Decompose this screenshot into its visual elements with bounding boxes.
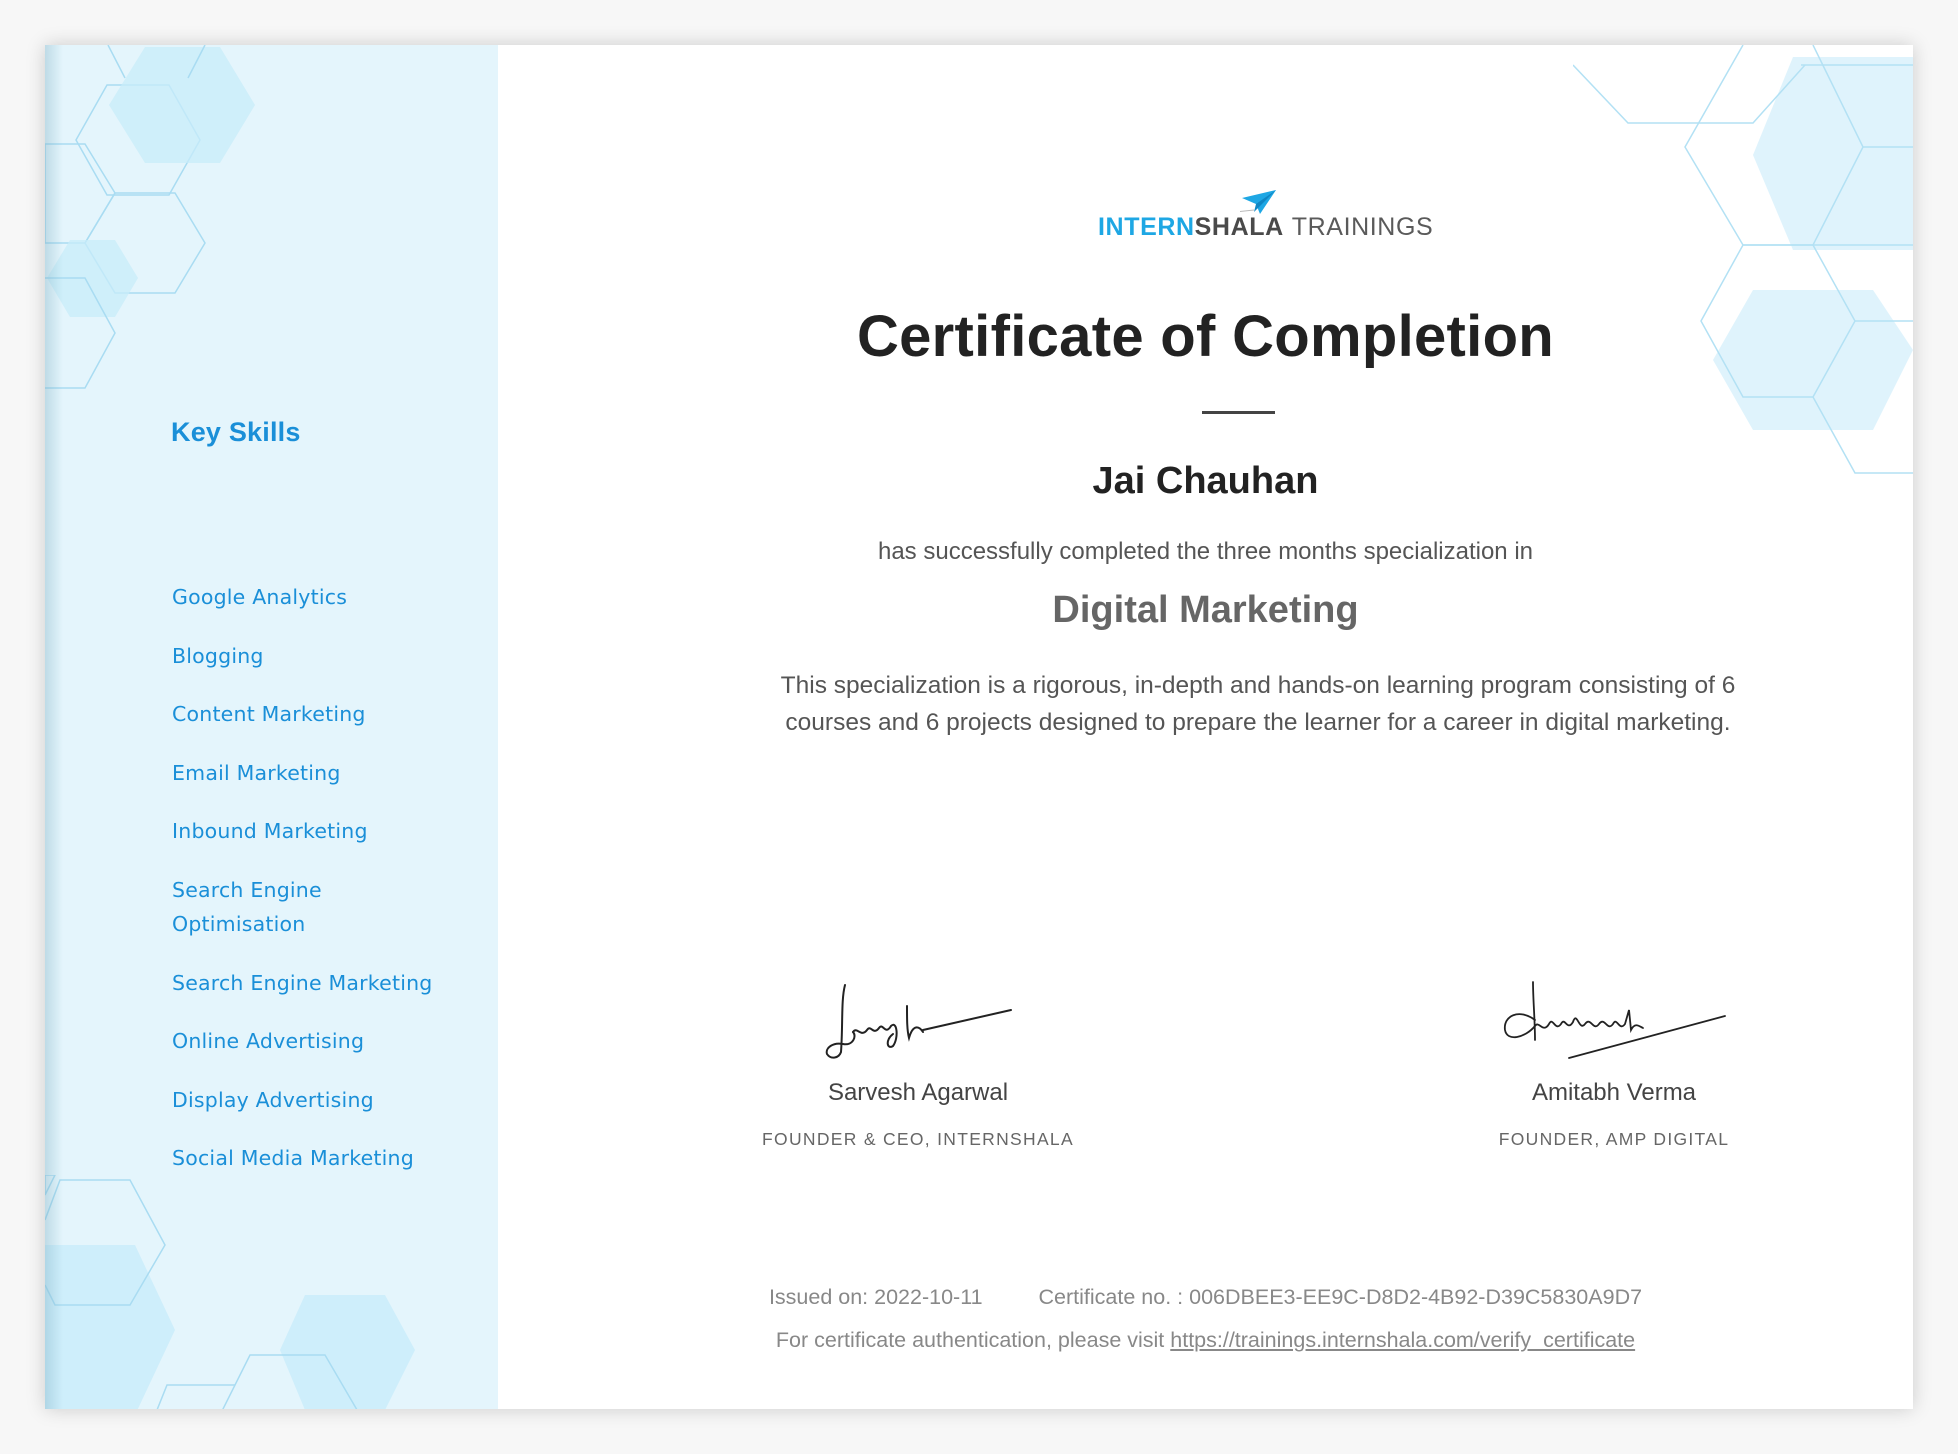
internshala-trainings-logo	[1098, 213, 1433, 243]
hexagon-pattern-top-icon	[45, 45, 498, 465]
certificate-number-label: Certificate no. :	[1038, 1285, 1184, 1309]
skill-item: Inbound Marketing	[172, 819, 368, 844]
certificate-title: Certificate of Completion	[856, 304, 1555, 369]
signatory-sarvesh	[718, 980, 1118, 1150]
signatory-name: Amitabh Verma	[1531, 1079, 1697, 1106]
skill-item: Content Marketing	[172, 702, 366, 727]
signatory-name: Sarvesh Agarwal	[827, 1079, 1009, 1106]
program-description: This specialization is a rigorous, in-depth and hands-on learning program consisting of 6 courses and 6 projects designed to prepare the learner for a career in digital marketing.	[780, 672, 1736, 736]
signature-icon	[1499, 980, 1729, 1065]
skill-item: Email Marketing	[172, 760, 341, 785]
signature-icon	[823, 980, 1013, 1065]
logo-shala: SHALA	[1194, 213, 1284, 241]
signatory-role: FOUNDER, AMP DIGITAL	[1498, 1129, 1730, 1149]
key-skills-list	[172, 580, 492, 1200]
signatory-amitabh	[1404, 980, 1824, 1150]
key-skills-heading: Key Skills	[171, 417, 301, 447]
skill-item: Online Advertising	[172, 1029, 365, 1054]
hexagon-pattern-bottom-icon	[45, 1175, 498, 1409]
completion-statement: has successfully completed the three months specialization in	[877, 538, 1533, 565]
certificate-main	[498, 45, 1913, 1409]
skill-item: Google Analytics	[172, 585, 348, 609]
logo-intern: INTERN	[1098, 213, 1195, 241]
authentication-text: For certificate authentication, please visit	[775, 1328, 1165, 1352]
skill-item: Search Engine Optimisation	[172, 877, 322, 936]
title-divider	[1202, 411, 1275, 414]
sidebar-shadow	[45, 45, 63, 1409]
signatory-role: FOUNDER & CEO, INTERNSHALA	[762, 1129, 1074, 1149]
certificate-meta	[498, 1285, 1913, 1310]
skill-item: Display Advertising	[172, 1087, 374, 1112]
certificate-number: 006DBEE3-EE9C-D8D2-4B92-D39C5830A9D7	[1189, 1285, 1643, 1309]
issued-date: 2022-10-11	[874, 1285, 983, 1309]
certificate-authentication	[498, 1328, 1913, 1353]
hexagon-pattern-corner-icon	[1573, 45, 1913, 515]
skill-item: Search Engine Marketing	[172, 970, 433, 995]
program-name: Digital Marketing	[1052, 589, 1359, 631]
skill-item: Social Media Marketing	[172, 1146, 414, 1171]
issued-label: Issued on:	[768, 1285, 869, 1309]
verify-certificate-link[interactable]: https://trainings.internshala.com/verify_certificate	[1170, 1328, 1636, 1352]
skill-item: Blogging	[172, 643, 264, 668]
recipient-name: Jai Chauhan	[1092, 460, 1319, 502]
key-skills-sidebar	[45, 45, 498, 1409]
logo-trainings: TRAININGS	[1291, 213, 1434, 241]
certificate-card	[45, 45, 1913, 1409]
